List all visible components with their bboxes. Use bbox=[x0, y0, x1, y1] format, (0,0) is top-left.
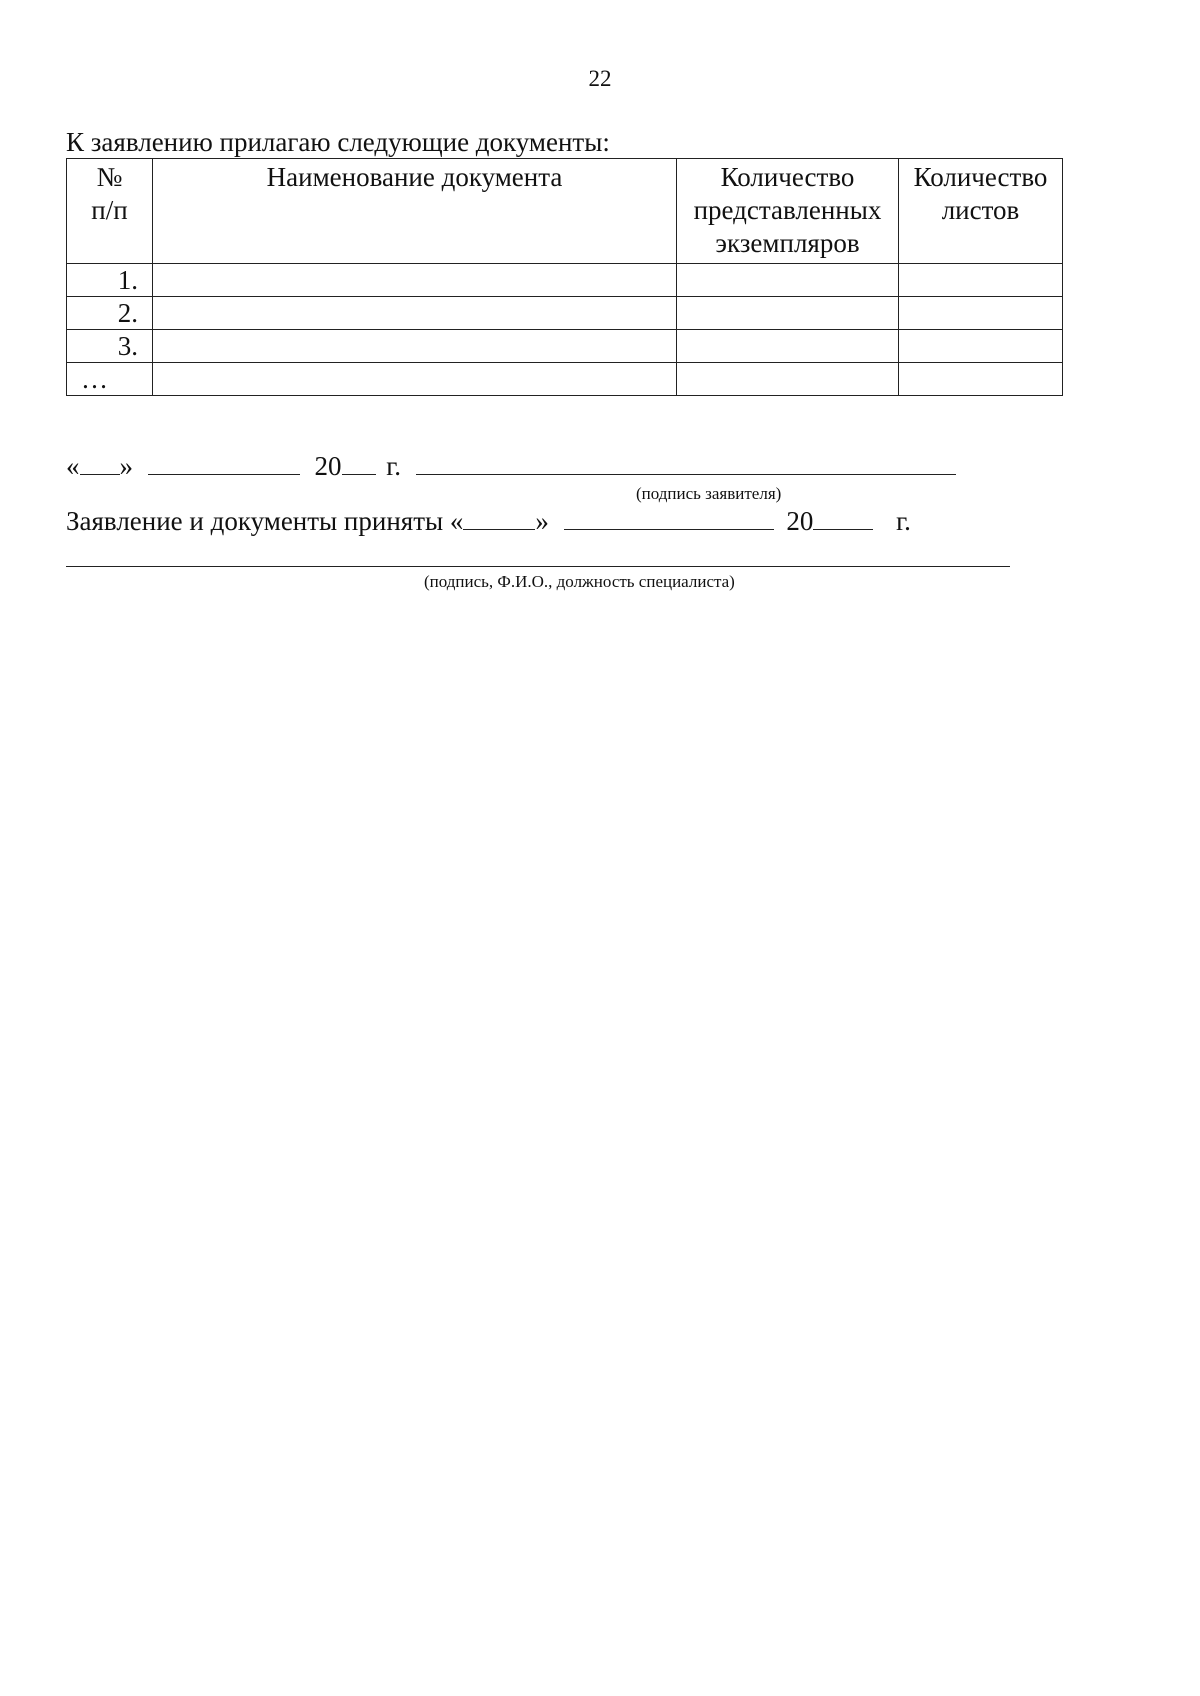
row-number: 2. bbox=[67, 297, 153, 330]
day-close-quote: » bbox=[119, 451, 133, 481]
year-field[interactable] bbox=[342, 450, 376, 475]
header-number: № п/п bbox=[67, 159, 153, 264]
row-sheets[interactable] bbox=[899, 264, 1063, 297]
row-document-name[interactable] bbox=[153, 297, 677, 330]
applicant-signature-caption: (подпись заявителя) bbox=[636, 484, 782, 503]
table-header-row bbox=[67, 159, 1063, 264]
table-row bbox=[67, 363, 1063, 396]
row-document-name[interactable] bbox=[153, 363, 677, 396]
accepted-month-field[interactable] bbox=[564, 505, 774, 530]
row-copies[interactable] bbox=[677, 264, 899, 297]
accepted-label: Заявление и документы приняты bbox=[66, 506, 444, 536]
row-copies[interactable] bbox=[677, 297, 899, 330]
table-row bbox=[67, 330, 1063, 363]
row-sheets[interactable] bbox=[899, 330, 1063, 363]
accepted-line bbox=[66, 505, 911, 537]
month-field[interactable] bbox=[148, 450, 300, 475]
table-row bbox=[67, 264, 1063, 297]
page-number: 22 bbox=[588, 66, 612, 91]
row-copies[interactable] bbox=[677, 363, 899, 396]
applicant-signature-field[interactable] bbox=[416, 450, 956, 475]
day-field[interactable] bbox=[80, 450, 120, 475]
accepted-year-field[interactable] bbox=[813, 505, 873, 530]
specialist-signature-caption: (подпись, Ф.И.О., должность специалиста) bbox=[424, 572, 735, 591]
row-document-name[interactable] bbox=[153, 264, 677, 297]
year-prefix: 20 bbox=[314, 451, 342, 481]
applicant-date-line bbox=[66, 450, 956, 482]
day-open-quote: « bbox=[66, 451, 80, 481]
row-number: … bbox=[67, 363, 153, 396]
header-sheets: Количество листов bbox=[899, 159, 1063, 264]
header-document-name: Наименование документа bbox=[153, 159, 677, 264]
row-sheets[interactable] bbox=[899, 297, 1063, 330]
accepted-year-prefix: 20 bbox=[786, 506, 814, 536]
row-copies[interactable] bbox=[677, 330, 899, 363]
documents-table bbox=[66, 158, 1063, 396]
row-number: 1. bbox=[67, 264, 153, 297]
row-sheets[interactable] bbox=[899, 363, 1063, 396]
header-copies: Количество представленных экземпляров bbox=[677, 159, 899, 264]
row-document-name[interactable] bbox=[153, 330, 677, 363]
specialist-signature-field[interactable] bbox=[66, 566, 1010, 567]
row-number: 3. bbox=[67, 330, 153, 363]
attachments-intro: К заявлению прилагаю следующие документы: bbox=[66, 127, 610, 157]
accepted-year-suffix: г. bbox=[896, 506, 911, 536]
accepted-close-quote: » bbox=[535, 506, 549, 536]
table-row bbox=[67, 297, 1063, 330]
accepted-open-quote: « bbox=[449, 506, 464, 536]
accepted-day-field[interactable] bbox=[463, 505, 535, 530]
year-suffix: г. bbox=[386, 451, 402, 481]
